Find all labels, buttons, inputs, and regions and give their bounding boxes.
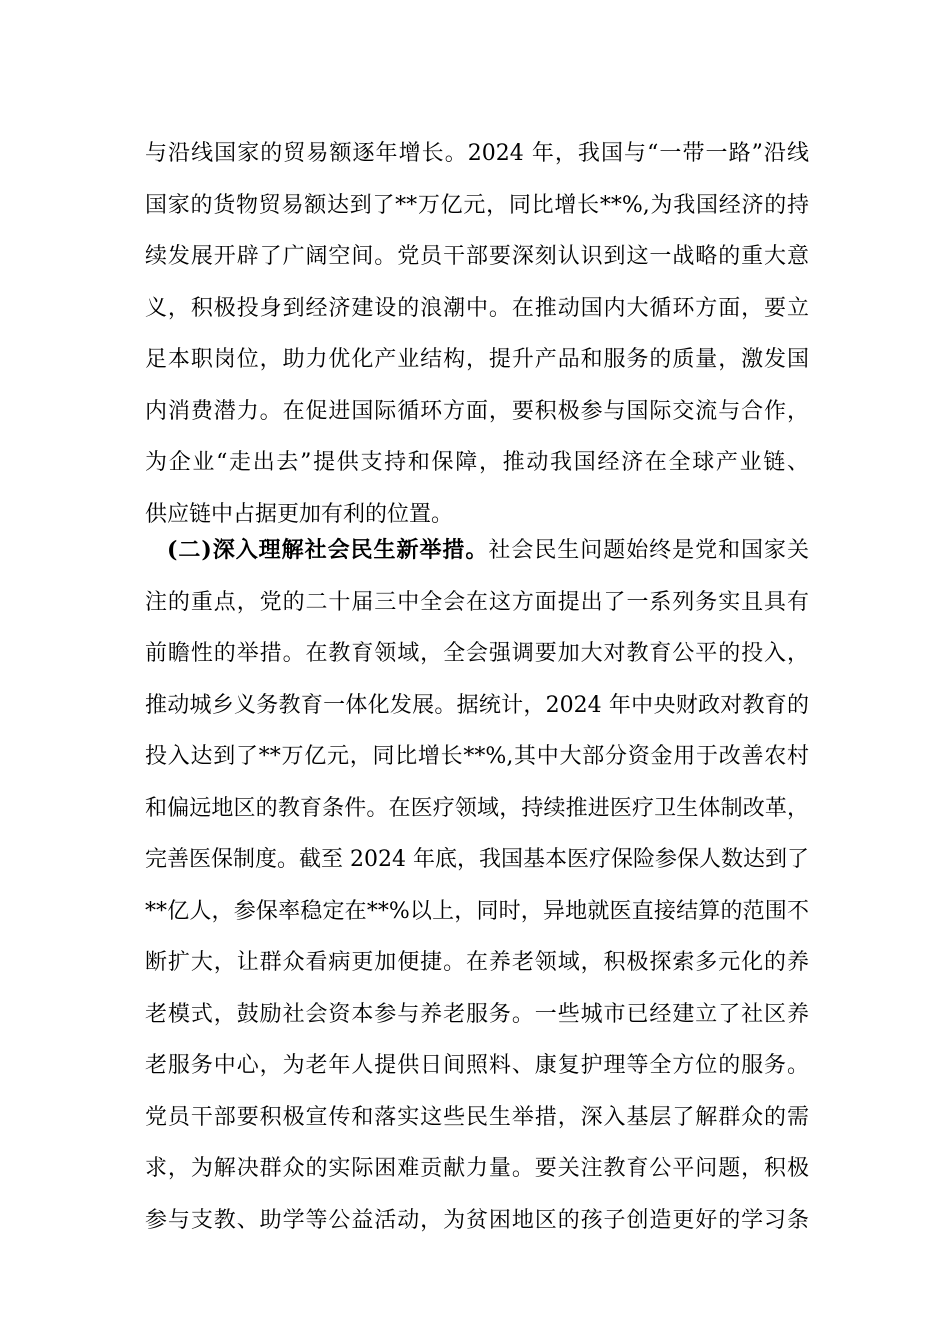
paragraph-line: 参与支教、助学等公益活动，为贫困地区的孩子创造更好的学习条 — [145, 1207, 809, 1233]
paragraph-economy — [145, 128, 809, 540]
paragraph-line: 和偏远地区的教育条件。在医疗领域，持续推进医疗卫生体制改革， — [145, 795, 809, 821]
paragraph-line: **亿人，参保率稳定在**%以上，同时，异地就医直接结算的范围不 — [145, 898, 809, 924]
paragraph-line: 完善医保制度。截至 2024 年底，我国基本医疗保险参保人数达到了 — [145, 847, 809, 872]
heading-line-text: 社会民生问题始终是党和国家关 — [488, 538, 809, 563]
paragraph-line: 推动城乡义务教育一体化发展。据统计，2024 年中央财政对教育的 — [145, 692, 809, 718]
paragraph-line: 前瞻性的举措。在教育领域，全会强调要加大对教育公平的投入， — [145, 641, 809, 666]
paragraph-line: 老模式，鼓励社会资本参与养老服务。一些城市已经建立了社区养 — [145, 1001, 809, 1027]
paragraph-line: 注的重点，党的二十届三中全会在这方面提出了一系列务实且具有 — [145, 589, 809, 615]
paragraph-line: 老服务中心，为老年人提供日间照料、康复护理等全方位的服务。 — [145, 1053, 809, 1078]
paragraph-first-line — [145, 525, 809, 577]
paragraph-line: 足本职岗位，助力优化产业结构，提升产品和服务的质量，激发国 — [145, 347, 809, 372]
paragraph-line: 党员干部要积极宣传和落实这些民生举措，深入基层了解群众的需 — [145, 1104, 809, 1130]
paragraph-line: 供应链中占据更加有利的位置。 — [145, 501, 454, 527]
paragraph-line: 内消费潜力。在促进国际循环方面，要积极参与国际交流与合作， — [145, 398, 809, 424]
paragraph-line: 为企业“走出去”提供支持和保障，推动我国经济在全球产业链、 — [145, 450, 809, 475]
paragraph-line: 义，积极投身到经济建设的浪潮中。在推动国内大循环方面，要立 — [145, 295, 809, 321]
paragraph-livelihood — [145, 525, 809, 1246]
section-heading: (二)深入理解社会民生新举措。 — [167, 537, 489, 563]
paragraph-line: 断扩大，让群众看病更加便捷。在养老领域，积极探索多元化的养 — [145, 950, 809, 975]
paragraph-line: 续发展开辟了广阔空间。党员干部要深刻认识到这一战略的重大意 — [145, 244, 809, 269]
paragraph-line: 求，为解决群众的实际困难贡献力量。要关注教育公平问题，积极 — [145, 1156, 809, 1181]
paragraph-line: 与沿线国家的贸易额逐年增长。2024 年，我国与“一带一路”沿线 — [145, 141, 809, 166]
paragraph-line: 国家的货物贸易额达到了**万亿元，同比增长**%,为我国经济的持 — [145, 192, 809, 218]
paragraph-line: 投入达到了**万亿元，同比增长**%,其中大部分资金用于改善农村 — [145, 744, 809, 769]
